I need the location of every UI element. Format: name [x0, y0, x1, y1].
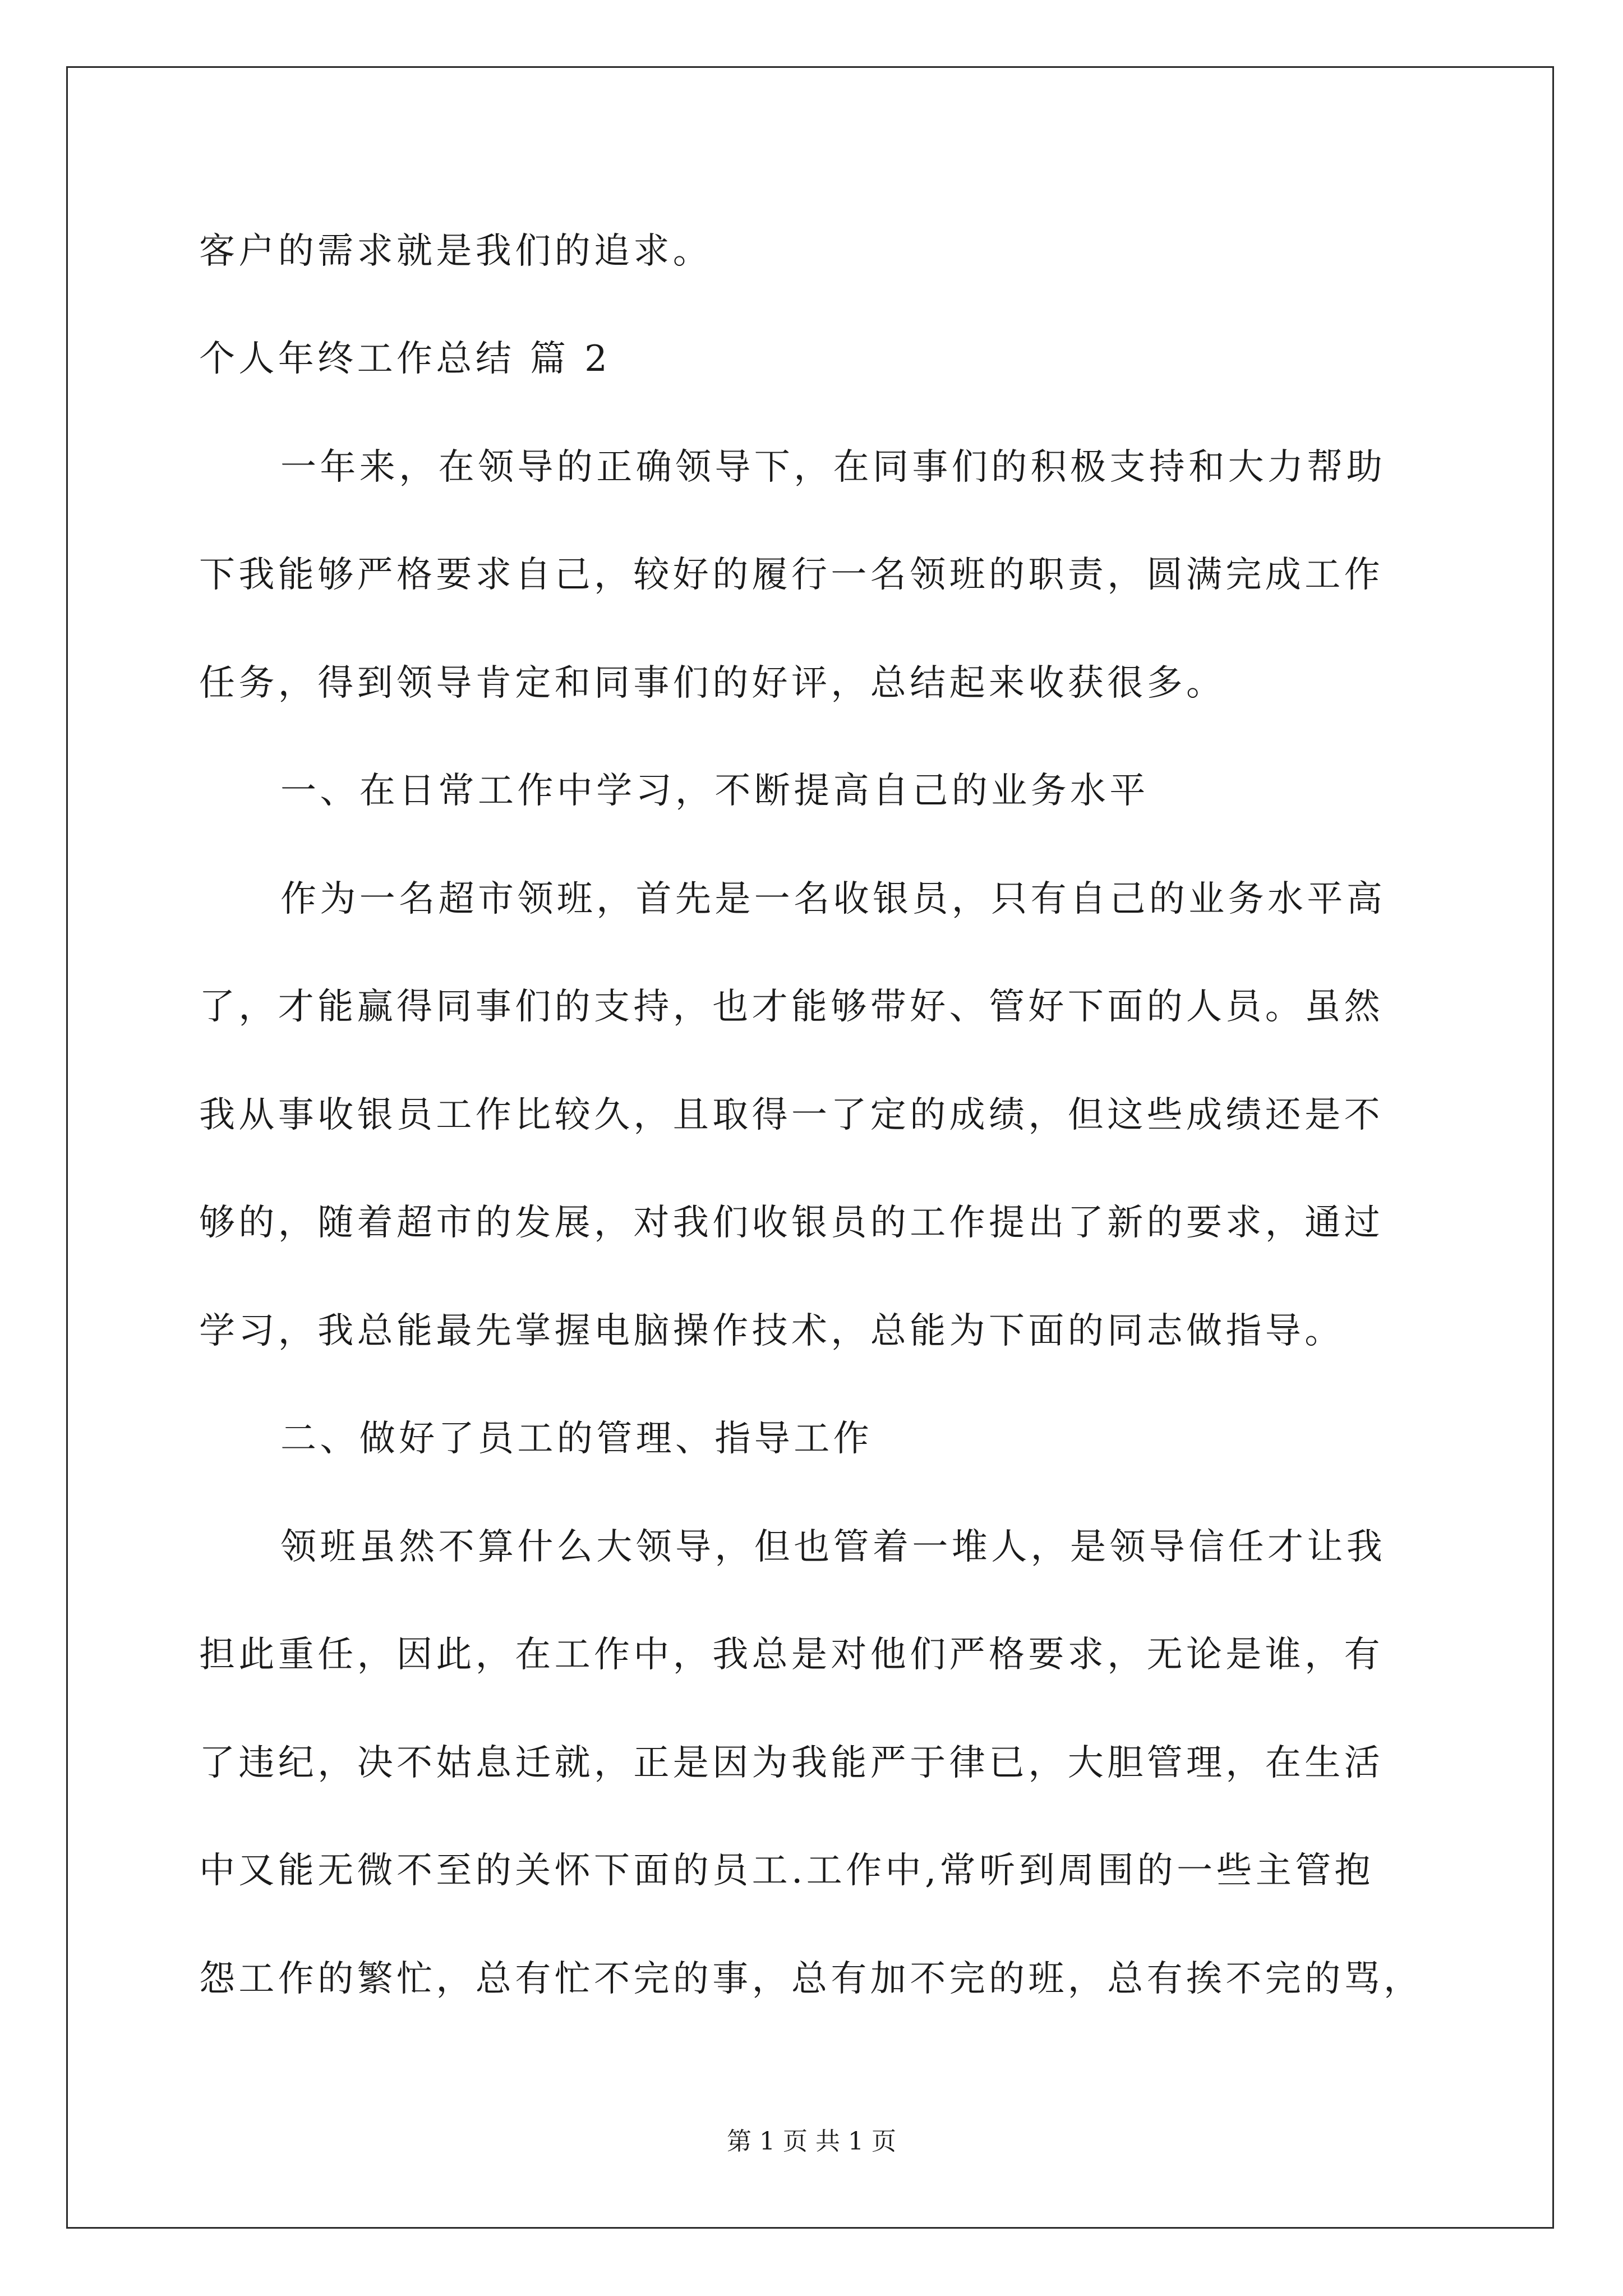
text-line: 学习，我总能最先掌握电脑操作技术，总能为下面的同志做指导。: [199, 1310, 1344, 1352]
text-line: 一年来，在领导的正确领导下，在同事们的积极支持和大力帮助: [280, 447, 1386, 488]
subheading: 一、在日常工作中学习，不断提高自己的业务水平: [280, 770, 1149, 812]
text-line: 了违纪，决不姑息迁就，正是因为我能严于律已，大胆管理，在生活: [199, 1742, 1384, 1784]
section-heading: 个人年终工作总结 篇 2: [199, 338, 611, 380]
text-line: 中又能无微不至的关怀下面的员工.工作中,常听到周围的一些主管抱: [199, 1850, 1375, 1892]
text-line: 领班虽然不算什么大领导，但也管着一堆人，是领导信任才让我: [280, 1526, 1386, 1568]
text-line: 了，才能赢得同事们的支持，也才能够带好、管好下面的人员。虽然: [199, 986, 1384, 1028]
page-footer: 第 1 页 共 1 页: [727, 2127, 896, 2156]
page-border: [66, 66, 1554, 2229]
text-line: 我从事收银员工作比较久，且取得一了定的成绩，但这些成绩还是不: [199, 1094, 1384, 1136]
text-line: 任务，得到领导肯定和同事们的好评，总结起来收获很多。: [199, 662, 1226, 704]
text-line: 怨工作的繁忙，总有忙不完的事，总有加不完的班，总有挨不完的骂，: [199, 1958, 1423, 2000]
subheading: 二、做好了员工的管理、指导工作: [280, 1418, 873, 1460]
text-line: 够的，随着超市的发展，对我们收银员的工作提出了新的要求，通过: [199, 1202, 1384, 1244]
text-line: 客户的需求就是我们的追求。: [199, 231, 713, 272]
text-line: 下我能够严格要求自己，较好的履行一名领班的职责，圆满完成工作: [199, 554, 1384, 596]
text-line: 担此重任，因此，在工作中，我总是对他们严格要求，无论是谁，有: [199, 1634, 1384, 1676]
text-line: 作为一名超市领班，首先是一名收银员，只有自己的业务水平高: [280, 878, 1386, 920]
